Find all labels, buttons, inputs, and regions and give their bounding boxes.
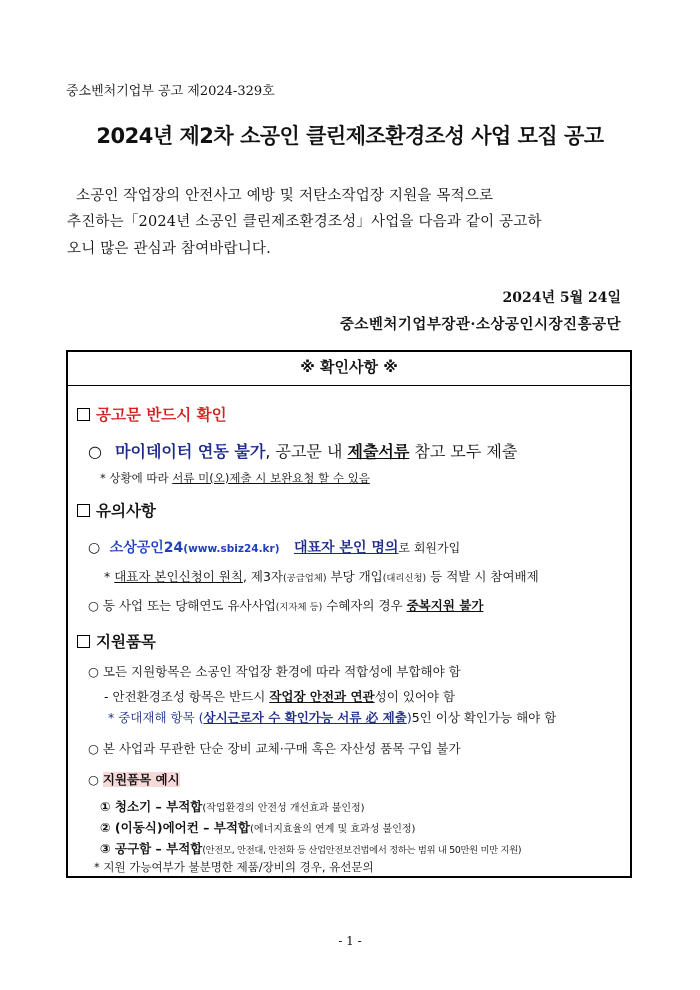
example-aircon: ② (이동식)에어컨 – 부적합(에너지효율의 연계 및 효과성 불인정) <box>100 820 416 835</box>
checkbox-square-icon <box>77 635 90 648</box>
intro-line-2: 추진하는「2024년 소공인 클린제조환경조성」사업을 다음과 같이 공고하 <box>67 214 542 230</box>
checkbox-square-icon <box>77 408 90 421</box>
circle-bullet-icon: ○ <box>88 598 99 613</box>
page-number: - 1 - <box>338 934 362 948</box>
bullet-suitability: ○ 모든 지원항목은 소공인 작업장 환경에 따라 적합성에 부합해야 함 <box>88 664 461 679</box>
bullet-item-examples: ○ 지원품목 예시 <box>88 772 180 787</box>
sub-safety-related: - 안전환경조성 항목은 반드시 작업장 안전과 연관성이 있어야 함 <box>104 689 456 704</box>
section-title: 공고문 반드시 확인 <box>96 406 227 424</box>
circle-bullet-icon: ○ <box>88 442 102 461</box>
circle-bullet-icon: ○ <box>88 540 101 556</box>
section-title: 지원품목 <box>96 633 156 651</box>
circle-bullet-icon: ○ <box>88 664 99 679</box>
circle-bullet-icon: ○ <box>88 772 99 787</box>
page-title: 2024년 제2차 소공인 클린제조환경조성 사업 모집 공고 <box>96 124 604 148</box>
note-phone-inquiry: * 지원 가능여부가 불분명한 제품/장비의 경우, 유선문의 <box>94 860 374 874</box>
intro-line-1: 소공인 작업장의 안전사고 예방 및 저탄소작업장 지원을 목적으로 <box>76 188 494 204</box>
example-vacuum: ① 청소기 – 부적합(작업환경의 안전성 개선효과 불인정) <box>100 799 365 814</box>
note-supplement: * 상황에 따라 서류 미(오)제출 시 보완요청 할 수 있음 <box>100 471 370 485</box>
announcement-date: 2024년 5월 24일 <box>502 290 621 306</box>
example-toolbox: ③ 공구함 – 부적합(안전모, 안전대, 안전화 등 산업안전보건법에서 정하는 범위 내 50만원 미만 지원) <box>100 841 522 856</box>
note-self-application: * 대표자 본인신청이 원칙, 제3자(공급업체) 부당 개입(대리신청) 등 적발 시 참여배제 <box>104 569 539 584</box>
bullet-no-simple-replacement: ○ 본 사업과 무관한 단순 장비 교체·구매 혹은 자산성 품목 구입 불가 <box>88 741 461 756</box>
sub-serious-accident: * 중대재해 항목 (상시근로자 수 확인가능 서류 必 제출)5인 이상 확인가능 해야 함 <box>108 710 557 725</box>
section-notice-check <box>77 403 227 425</box>
checklist-divider <box>68 385 630 386</box>
section-support-items <box>77 630 156 652</box>
issuing-organization: 중소벤처기업부장관·소상공인시장진흥공단 <box>339 316 621 333</box>
intro-line-3: 오니 많은 관심과 참여바랍니다. <box>67 241 271 257</box>
section-precautions <box>77 499 156 521</box>
bullet-mydata: ○ 마이데이터 연동 불가, 공고문 내 제출서류 참고 모두 제출 <box>88 442 518 461</box>
bullet-signup: ○ 소상공인24(www.sbiz24.kr) 대표자 본인 명의로 회원가입 <box>88 540 461 556</box>
notice-number: 중소벤처기업부 공고 제2024-329호 <box>66 84 275 99</box>
checklist-header: ※ 확인사항 ※ <box>300 358 398 376</box>
circle-bullet-icon: ○ <box>88 741 99 756</box>
section-title: 유의사항 <box>96 502 156 520</box>
checkbox-square-icon <box>77 504 90 517</box>
bullet-duplicate-support: ○ 동 사업 또는 당해연도 유사사업(지자체 등) 수혜자의 경우 중복지원 불가 <box>88 598 484 613</box>
